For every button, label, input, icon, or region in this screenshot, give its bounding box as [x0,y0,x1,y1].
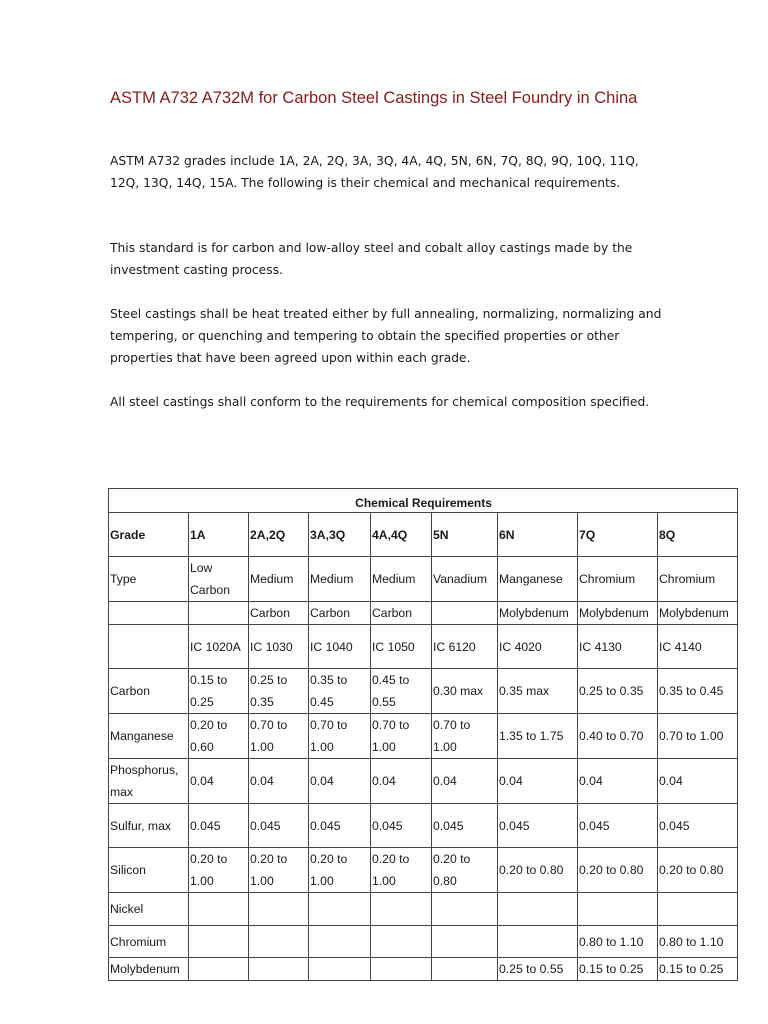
table-row-designation [109,625,738,669]
table-cell: 0.80 to 1.10 [658,926,738,958]
table-cell: 0.80 to 1.10 [578,926,658,958]
table-cell: Medium [309,557,371,602]
table-cell [309,926,371,958]
table-cell: IC 1020A [189,625,249,669]
table-cell [249,926,309,958]
table-cell: 0.20 to 0.80 [578,848,658,893]
table-cell: 0.35 to 0.45 [309,669,371,714]
table-cell: 0.70 to 1.00 [249,714,309,759]
table-row-nickel [109,893,738,926]
table-cell: Manganese [498,557,578,602]
table-cell [432,893,498,926]
table-row-silicon [109,848,738,893]
table-row-label: Silicon [109,848,189,893]
table-cell: 0.04 [371,759,432,804]
table-cell: Chromium [578,557,658,602]
paragraph-grades: ASTM A732 grades include 1A, 2A, 2Q, 3A, 3Q, 4A, 4Q, 5N, 6N, 7Q, 8Q, 9Q, 10Q, 11Q, 12Q, 13Q, 14Q, 15A. The following is their chemical and mechanical requirements. [110,154,639,190]
table-cell: 0.04 [578,759,658,804]
table-cell: 0.20 to 1.00 [309,848,371,893]
table-header-cell: 4A,4Q [371,513,432,557]
table-header-cell: 7Q [578,513,658,557]
table-cell: 0.70 to 1.00 [432,714,498,759]
table-row-sulfur [109,804,738,848]
table-cell [432,602,498,625]
table-row-label: Molybdenum [109,958,189,981]
table-cell: 0.40 to 0.70 [578,714,658,759]
table-cell [309,893,371,926]
table-cell: IC 4020 [498,625,578,669]
table-cell: Medium [371,557,432,602]
table-cell: 0.15 to 0.25 [189,669,249,714]
table-row-label: Nickel [109,893,189,926]
table-header-cell: 8Q [658,513,738,557]
table-cell [249,893,309,926]
table-cell: 0.20 to 0.60 [189,714,249,759]
table-row-label: Chromium [109,926,189,958]
table-cell [189,926,249,958]
table-cell [498,893,578,926]
table-cell: Chromium [658,557,738,602]
table-cell: 0.20 to 1.00 [189,848,249,893]
paragraph-composition: All steel castings shall conform to the requirements for chemical composition specified. [110,395,650,409]
table-cell: 0.045 [371,804,432,848]
table-cell: 0.70 to 1.00 [309,714,371,759]
table-cell: IC 6120 [432,625,498,669]
table-row-chromium [109,926,738,958]
table-cell: IC 4140 [658,625,738,669]
table-row-label: Carbon [109,669,189,714]
table-cell [371,893,432,926]
table-cell: Medium [249,557,309,602]
table-cell: 0.04 [498,759,578,804]
paragraph-standard: This standard is for carbon and low-alloy steel and cobalt alloy castings made by the investment casting process. [110,241,633,277]
table-cell: Carbon [371,602,432,625]
table-cell: IC 1040 [309,625,371,669]
table-header-cell: 1A [189,513,249,557]
table-cell: IC 1050 [371,625,432,669]
table-cell: 0.04 [658,759,738,804]
table-row-label [109,625,189,669]
table-cell: 0.04 [189,759,249,804]
table-cell [578,893,658,926]
table-cell: 0.045 [189,804,249,848]
table-cell: 0.20 to 1.00 [249,848,309,893]
table-cell: 0.20 to 0.80 [498,848,578,893]
table-cell: Low Carbon [189,557,249,602]
table-row-label: Type [109,557,189,602]
table-caption: Chemical Requirements [109,489,738,513]
table-cell: 0.04 [309,759,371,804]
table-cell: Carbon [249,602,309,625]
table-cell: 0.04 [432,759,498,804]
table-cell: 0.20 to 1.00 [371,848,432,893]
table-cell [189,893,249,926]
table-row-phosphorus [109,759,738,804]
table-cell: IC 1030 [249,625,309,669]
table-row-carbon [109,669,738,714]
table-cell: Carbon [309,602,371,625]
table-cell: 0.30 max [432,669,498,714]
table-cell: 0.35 to 0.45 [658,669,738,714]
table-row-type [109,557,738,602]
table-caption-row [109,489,738,513]
table-header-cell: 3A,3Q [309,513,371,557]
table-cell: Molybdenum [658,602,738,625]
table-cell: 0.35 max [498,669,578,714]
table-cell: 0.70 to 1.00 [371,714,432,759]
table-header-cell: 6N [498,513,578,557]
table-cell: 0.25 to 0.55 [498,958,578,981]
table-cell: 0.20 to 0.80 [432,848,498,893]
table-header-cell: 2A,2Q [249,513,309,557]
table-header-cell: 5N [432,513,498,557]
table-cell [432,958,498,981]
table-cell [498,926,578,958]
table-row-label: Manganese [109,714,189,759]
table-cell: 0.045 [658,804,738,848]
table-cell: Molybdenum [498,602,578,625]
table-cell: 0.045 [578,804,658,848]
table-cell [249,958,309,981]
table-cell [371,958,432,981]
table-cell: 0.045 [432,804,498,848]
table-row-molybdenum [109,958,738,981]
table-cell: Molybdenum [578,602,658,625]
table-cell [189,602,249,625]
table-cell [371,926,432,958]
table-cell [189,958,249,981]
table-cell: Vanadium [432,557,498,602]
table-cell [432,926,498,958]
table-cell [309,958,371,981]
table-cell: 0.45 to 0.55 [371,669,432,714]
table-row-label: Phosphorus, max [109,759,189,804]
table-cell: 0.045 [309,804,371,848]
table-row-manganese [109,714,738,759]
table-cell: 0.045 [249,804,309,848]
table-cell: 0.25 to 0.35 [578,669,658,714]
table-cell: IC 4130 [578,625,658,669]
table-header-row [109,513,738,557]
table-cell: 0.04 [249,759,309,804]
paragraph-heat-treatment: Steel castings shall be heat treated either by full annealing, normalizing, normalizing and tempering, or quenching and tempering to obtain the specified properties or other properties that have been agreed upon within each grade. [110,307,662,365]
table-header-cell: Grade [109,513,189,557]
table-cell: 0.20 to 0.80 [658,848,738,893]
table-row-label: Sulfur, max [109,804,189,848]
table-cell: 0.15 to 0.25 [658,958,738,981]
table-cell: 0.15 to 0.25 [578,958,658,981]
table-cell: 0.70 to 1.00 [658,714,738,759]
table-row-label [109,602,189,625]
chemical-requirements-table [108,488,738,981]
table-cell: 0.045 [498,804,578,848]
table-cell: 1.35 to 1.75 [498,714,578,759]
page-title: ASTM A732 A732M for Carbon Steel Castings in Steel Foundry in China [110,89,638,107]
table-cell [658,893,738,926]
table-row-type-subtitle [109,602,738,625]
table-cell: 0.25 to 0.35 [249,669,309,714]
